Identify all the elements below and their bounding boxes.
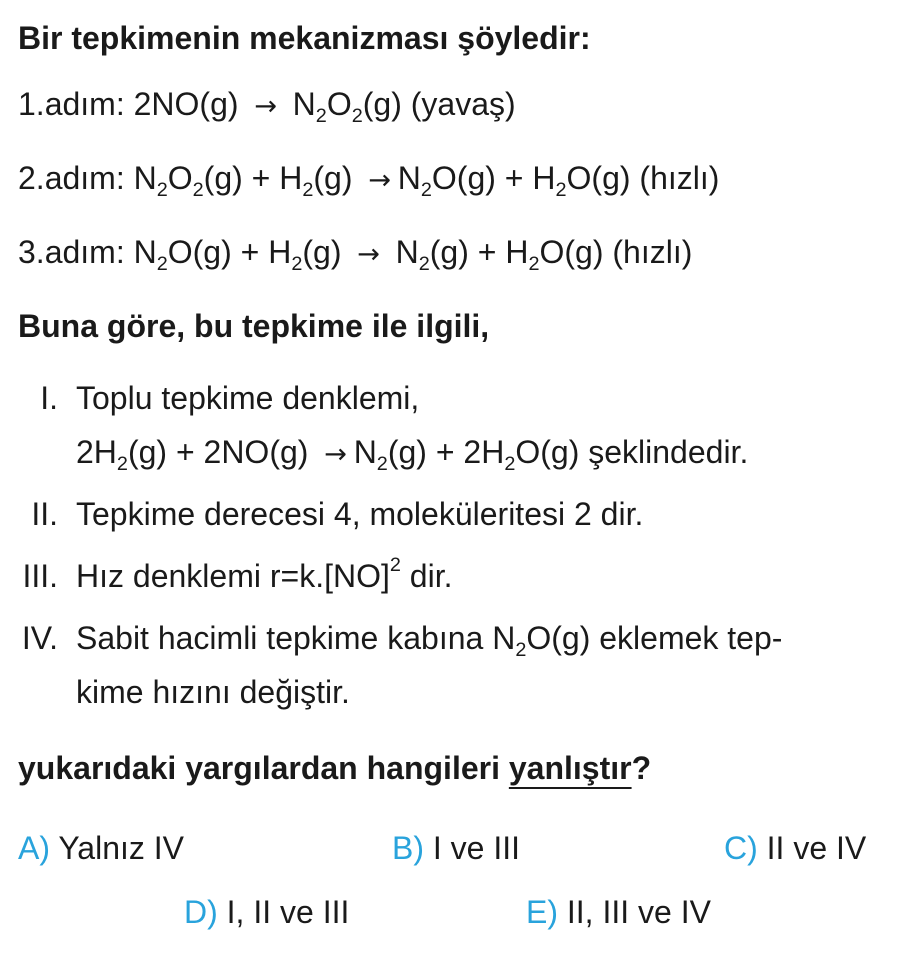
statement-text-cont: kime hızını değiştir. (76, 674, 350, 710)
heading: Bir tepkimenin mekanizması şöyledir: (18, 20, 591, 56)
question: yukarıdaki yargılardan hangileri yanlıştır? (18, 750, 652, 786)
option-c[interactable] (724, 828, 866, 868)
statement-text: Tepkime derecesi 4, moleküleritesi 2 dir. (76, 496, 644, 532)
statement-text: Hız denklemi r=k.[NO]$^2$ dir. (76, 554, 453, 594)
statement-2 (0, 494, 907, 534)
option-letter: E) (526, 894, 558, 930)
option-text: II, III ve IV (566, 894, 711, 930)
arrow-icon: → (254, 91, 277, 122)
option-text: I, II ve III (226, 894, 350, 930)
statement-numeral: III. (22, 558, 58, 594)
option-text: Yalnız IV (58, 830, 184, 866)
statement-equation: $2H_2(g) + 2NO(g) \to N_2(g) + 2H_2O(g)$ şeklindedir. (76, 434, 749, 475)
statement-text: Sabit hacimli tepkime kabına $N_2O(g)$ eklemek tep- (76, 620, 783, 661)
statement-3 (0, 556, 907, 596)
step-2-label: 2.adım: (18, 160, 125, 196)
option-b[interactable] (392, 828, 520, 868)
statement-numeral: IV. (21, 620, 58, 656)
step-1: 1.adım: $2NO(g) \to N_2O_2(g)$ (yavaş) (18, 86, 516, 127)
arrow-icon: → (368, 165, 391, 196)
question-intro: Buna göre, bu tepkime ile ilgili, (18, 308, 490, 344)
step-2: 2.adım: $N_2O_2(g) + H_2(g) \to N_2O(g) + H_2O(g)$ (hızlı) (18, 160, 720, 201)
option-text: I ve III (432, 830, 521, 866)
option-a[interactable] (18, 828, 184, 868)
step-1-label: 1.adım: (18, 86, 125, 122)
option-letter: C) (724, 830, 758, 866)
statement-numeral: I. (40, 380, 58, 416)
statement-1 (0, 378, 907, 475)
emphasis-underlined: yanlıştır (508, 750, 632, 786)
statement-numeral: II. (31, 496, 58, 532)
step-3: 3.adım: $N_2O(g) + H_2(g) \to N_2(g) + H_2O(g)$ (hızlı) (18, 234, 693, 275)
statement-4 (0, 618, 907, 708)
statement-text: Toplu tepkime denklemi, (76, 380, 420, 416)
option-letter: D) (184, 894, 218, 930)
option-d[interactable] (184, 892, 349, 932)
step-3-label: 3.adım: (18, 234, 125, 270)
option-text: II ve IV (766, 830, 867, 866)
arrow-icon: → (324, 439, 347, 470)
arrow-icon: → (357, 239, 380, 270)
option-letter: B) (392, 830, 424, 866)
option-letter: A) (18, 830, 50, 866)
option-e[interactable] (526, 892, 711, 932)
